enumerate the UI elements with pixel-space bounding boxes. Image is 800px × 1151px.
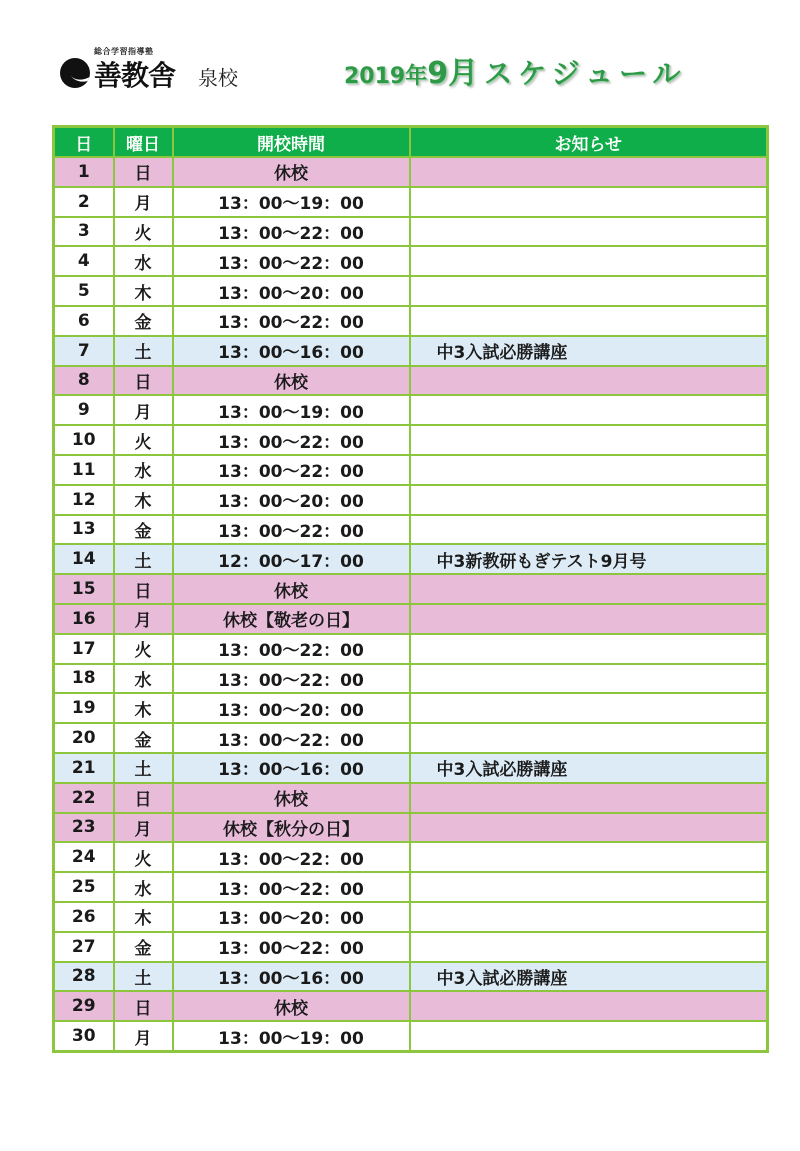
- cell-hours: 13：00〜22：00: [173, 217, 410, 247]
- cell-hours: 休校: [173, 366, 410, 396]
- cell-day: 2: [54, 187, 114, 217]
- logo-branch: 泉校: [198, 66, 238, 90]
- cell-hours: 休校: [173, 574, 410, 604]
- cell-weekday: 土: [114, 336, 173, 366]
- table-row: [54, 783, 768, 813]
- table-row: [54, 664, 768, 694]
- cell-notice: [410, 246, 768, 276]
- table-row: [54, 515, 768, 545]
- cell-day: 27: [54, 932, 114, 962]
- table-row: [54, 544, 768, 574]
- cell-notice: [410, 634, 768, 664]
- cell-weekday: 火: [114, 425, 173, 455]
- cell-weekday: 火: [114, 842, 173, 872]
- cell-notice: [410, 813, 768, 843]
- cell-notice: [410, 842, 768, 872]
- column-header-hours: 開校時間: [173, 127, 410, 158]
- cell-hours: 13：00〜22：00: [173, 723, 410, 753]
- title-year: 2019年: [344, 64, 428, 89]
- cell-weekday: 日: [114, 157, 173, 187]
- table-row: [54, 455, 768, 485]
- table-row: [54, 336, 768, 366]
- cell-notice: [410, 872, 768, 902]
- title-text: スケジュール: [484, 57, 687, 90]
- table-row: [54, 902, 768, 932]
- cell-hours: 13：00〜22：00: [173, 932, 410, 962]
- table-row: [54, 217, 768, 247]
- logo-name: 善教舎: [94, 59, 176, 92]
- cell-weekday: 月: [114, 813, 173, 843]
- cell-hours: 休校: [173, 991, 410, 1021]
- table-row: [54, 395, 768, 425]
- cell-notice: [410, 485, 768, 515]
- cell-weekday: 水: [114, 246, 173, 276]
- cell-day: 12: [54, 485, 114, 515]
- cell-weekday: 月: [114, 604, 173, 634]
- cell-day: 22: [54, 783, 114, 813]
- table-row: [54, 962, 768, 992]
- cell-weekday: 月: [114, 1021, 173, 1051]
- cell-day: 14: [54, 544, 114, 574]
- cell-weekday: 水: [114, 664, 173, 694]
- cell-day: 24: [54, 842, 114, 872]
- schedule-table: [52, 125, 769, 1053]
- cell-day: 11: [54, 455, 114, 485]
- cell-weekday: 土: [114, 544, 173, 574]
- cell-notice: 中3新教研もぎテスト9月号: [410, 544, 768, 574]
- cell-notice: [410, 783, 768, 813]
- cell-notice: 中3入試必勝講座: [410, 336, 768, 366]
- table-row: [54, 276, 768, 306]
- cell-hours: 13：00〜22：00: [173, 664, 410, 694]
- cell-day: 26: [54, 902, 114, 932]
- column-header-notice: お知らせ: [410, 127, 768, 158]
- table-row: [54, 723, 768, 753]
- column-header-weekday: 曜日: [114, 127, 173, 158]
- cell-day: 8: [54, 366, 114, 396]
- cell-weekday: 水: [114, 455, 173, 485]
- cell-notice: [410, 574, 768, 604]
- schedule-rows: [54, 157, 768, 1051]
- table-row: [54, 693, 768, 723]
- table-row: [54, 991, 768, 1021]
- school-logo: [60, 46, 250, 92]
- cell-weekday: 木: [114, 485, 173, 515]
- table-row: [54, 932, 768, 962]
- cell-notice: [410, 276, 768, 306]
- cell-day: 9: [54, 395, 114, 425]
- cell-day: 23: [54, 813, 114, 843]
- cell-weekday: 木: [114, 693, 173, 723]
- cell-day: 6: [54, 306, 114, 336]
- cell-notice: [410, 515, 768, 545]
- cell-hours: 13：00〜20：00: [173, 693, 410, 723]
- cell-weekday: 金: [114, 306, 173, 336]
- cell-weekday: 日: [114, 991, 173, 1021]
- cell-weekday: 土: [114, 962, 173, 992]
- cell-weekday: 木: [114, 902, 173, 932]
- cell-notice: [410, 366, 768, 396]
- cell-weekday: 火: [114, 634, 173, 664]
- cell-hours: 13：00〜22：00: [173, 634, 410, 664]
- cell-notice: [410, 723, 768, 753]
- cell-hours: 13：00〜22：00: [173, 842, 410, 872]
- cell-notice: [410, 664, 768, 694]
- cell-hours: 13：00〜20：00: [173, 485, 410, 515]
- cell-hours: 13：00〜20：00: [173, 902, 410, 932]
- cell-notice: [410, 157, 768, 187]
- cell-weekday: 月: [114, 187, 173, 217]
- cell-hours: 13：00〜22：00: [173, 246, 410, 276]
- table-row: [54, 157, 768, 187]
- cell-notice: [410, 187, 768, 217]
- cell-weekday: 水: [114, 872, 173, 902]
- cell-day: 30: [54, 1021, 114, 1051]
- cell-day: 15: [54, 574, 114, 604]
- cell-hours: 13：00〜22：00: [173, 455, 410, 485]
- cell-hours: 13：00〜16：00: [173, 753, 410, 783]
- cell-day: 19: [54, 693, 114, 723]
- cell-weekday: 日: [114, 366, 173, 396]
- cell-weekday: 日: [114, 783, 173, 813]
- table-row: [54, 1021, 768, 1051]
- table-row: [54, 842, 768, 872]
- table-row: [54, 187, 768, 217]
- cell-day: 1: [54, 157, 114, 187]
- cell-hours: 13：00〜19：00: [173, 1021, 410, 1051]
- cell-hours: 13：00〜19：00: [173, 395, 410, 425]
- table-row: [54, 604, 768, 634]
- logo-mark-icon: [60, 58, 90, 88]
- cell-day: 20: [54, 723, 114, 753]
- cell-day: 25: [54, 872, 114, 902]
- cell-notice: [410, 604, 768, 634]
- cell-notice: 中3入試必勝講座: [410, 962, 768, 992]
- cell-hours: 休校: [173, 783, 410, 813]
- cell-weekday: 月: [114, 395, 173, 425]
- cell-hours: 13：00〜20：00: [173, 276, 410, 306]
- table-row: [54, 366, 768, 396]
- cell-notice: [410, 217, 768, 247]
- cell-hours: 13：00〜16：00: [173, 962, 410, 992]
- cell-weekday: 火: [114, 217, 173, 247]
- cell-day: 10: [54, 425, 114, 455]
- table-row: [54, 485, 768, 515]
- table-row: [54, 306, 768, 336]
- cell-weekday: 日: [114, 574, 173, 604]
- cell-day: 7: [54, 336, 114, 366]
- table-row: [54, 753, 768, 783]
- table-header-row: [54, 127, 768, 158]
- table-row: [54, 872, 768, 902]
- table-row: [54, 574, 768, 604]
- table-row: [54, 425, 768, 455]
- cell-day: 3: [54, 217, 114, 247]
- cell-day: 18: [54, 664, 114, 694]
- page-title: [344, 48, 686, 92]
- column-header-day: 日: [54, 127, 114, 158]
- table-row: [54, 246, 768, 276]
- cell-weekday: 金: [114, 515, 173, 545]
- cell-notice: [410, 902, 768, 932]
- cell-day: 13: [54, 515, 114, 545]
- cell-notice: 中3入試必勝講座: [410, 753, 768, 783]
- table-row: [54, 634, 768, 664]
- cell-hours: 13：00〜22：00: [173, 872, 410, 902]
- cell-notice: [410, 932, 768, 962]
- cell-day: 5: [54, 276, 114, 306]
- cell-day: 17: [54, 634, 114, 664]
- cell-notice: [410, 1021, 768, 1051]
- cell-weekday: 金: [114, 723, 173, 753]
- cell-notice: [410, 693, 768, 723]
- cell-hours: 13：00〜16：00: [173, 336, 410, 366]
- cell-day: 4: [54, 246, 114, 276]
- cell-weekday: 土: [114, 753, 173, 783]
- cell-day: 28: [54, 962, 114, 992]
- cell-notice: [410, 395, 768, 425]
- cell-hours: 13：00〜22：00: [173, 515, 410, 545]
- cell-notice: [410, 455, 768, 485]
- cell-hours: 13：00〜22：00: [173, 425, 410, 455]
- cell-hours: 13：00〜22：00: [173, 306, 410, 336]
- cell-notice: [410, 991, 768, 1021]
- cell-notice: [410, 425, 768, 455]
- cell-hours: 13：00〜19：00: [173, 187, 410, 217]
- cell-hours: 休校【敬老の日】: [173, 604, 410, 634]
- cell-hours: 休校【秋分の日】: [173, 813, 410, 843]
- cell-notice: [410, 306, 768, 336]
- cell-hours: 12：00〜17：00: [173, 544, 410, 574]
- logo-subtitle: 総合学習指導塾: [94, 47, 154, 56]
- title-month: 9月: [427, 56, 479, 91]
- cell-day: 29: [54, 991, 114, 1021]
- cell-hours: 休校: [173, 157, 410, 187]
- cell-day: 21: [54, 753, 114, 783]
- table-row: [54, 813, 768, 843]
- cell-weekday: 金: [114, 932, 173, 962]
- cell-day: 16: [54, 604, 114, 634]
- cell-weekday: 木: [114, 276, 173, 306]
